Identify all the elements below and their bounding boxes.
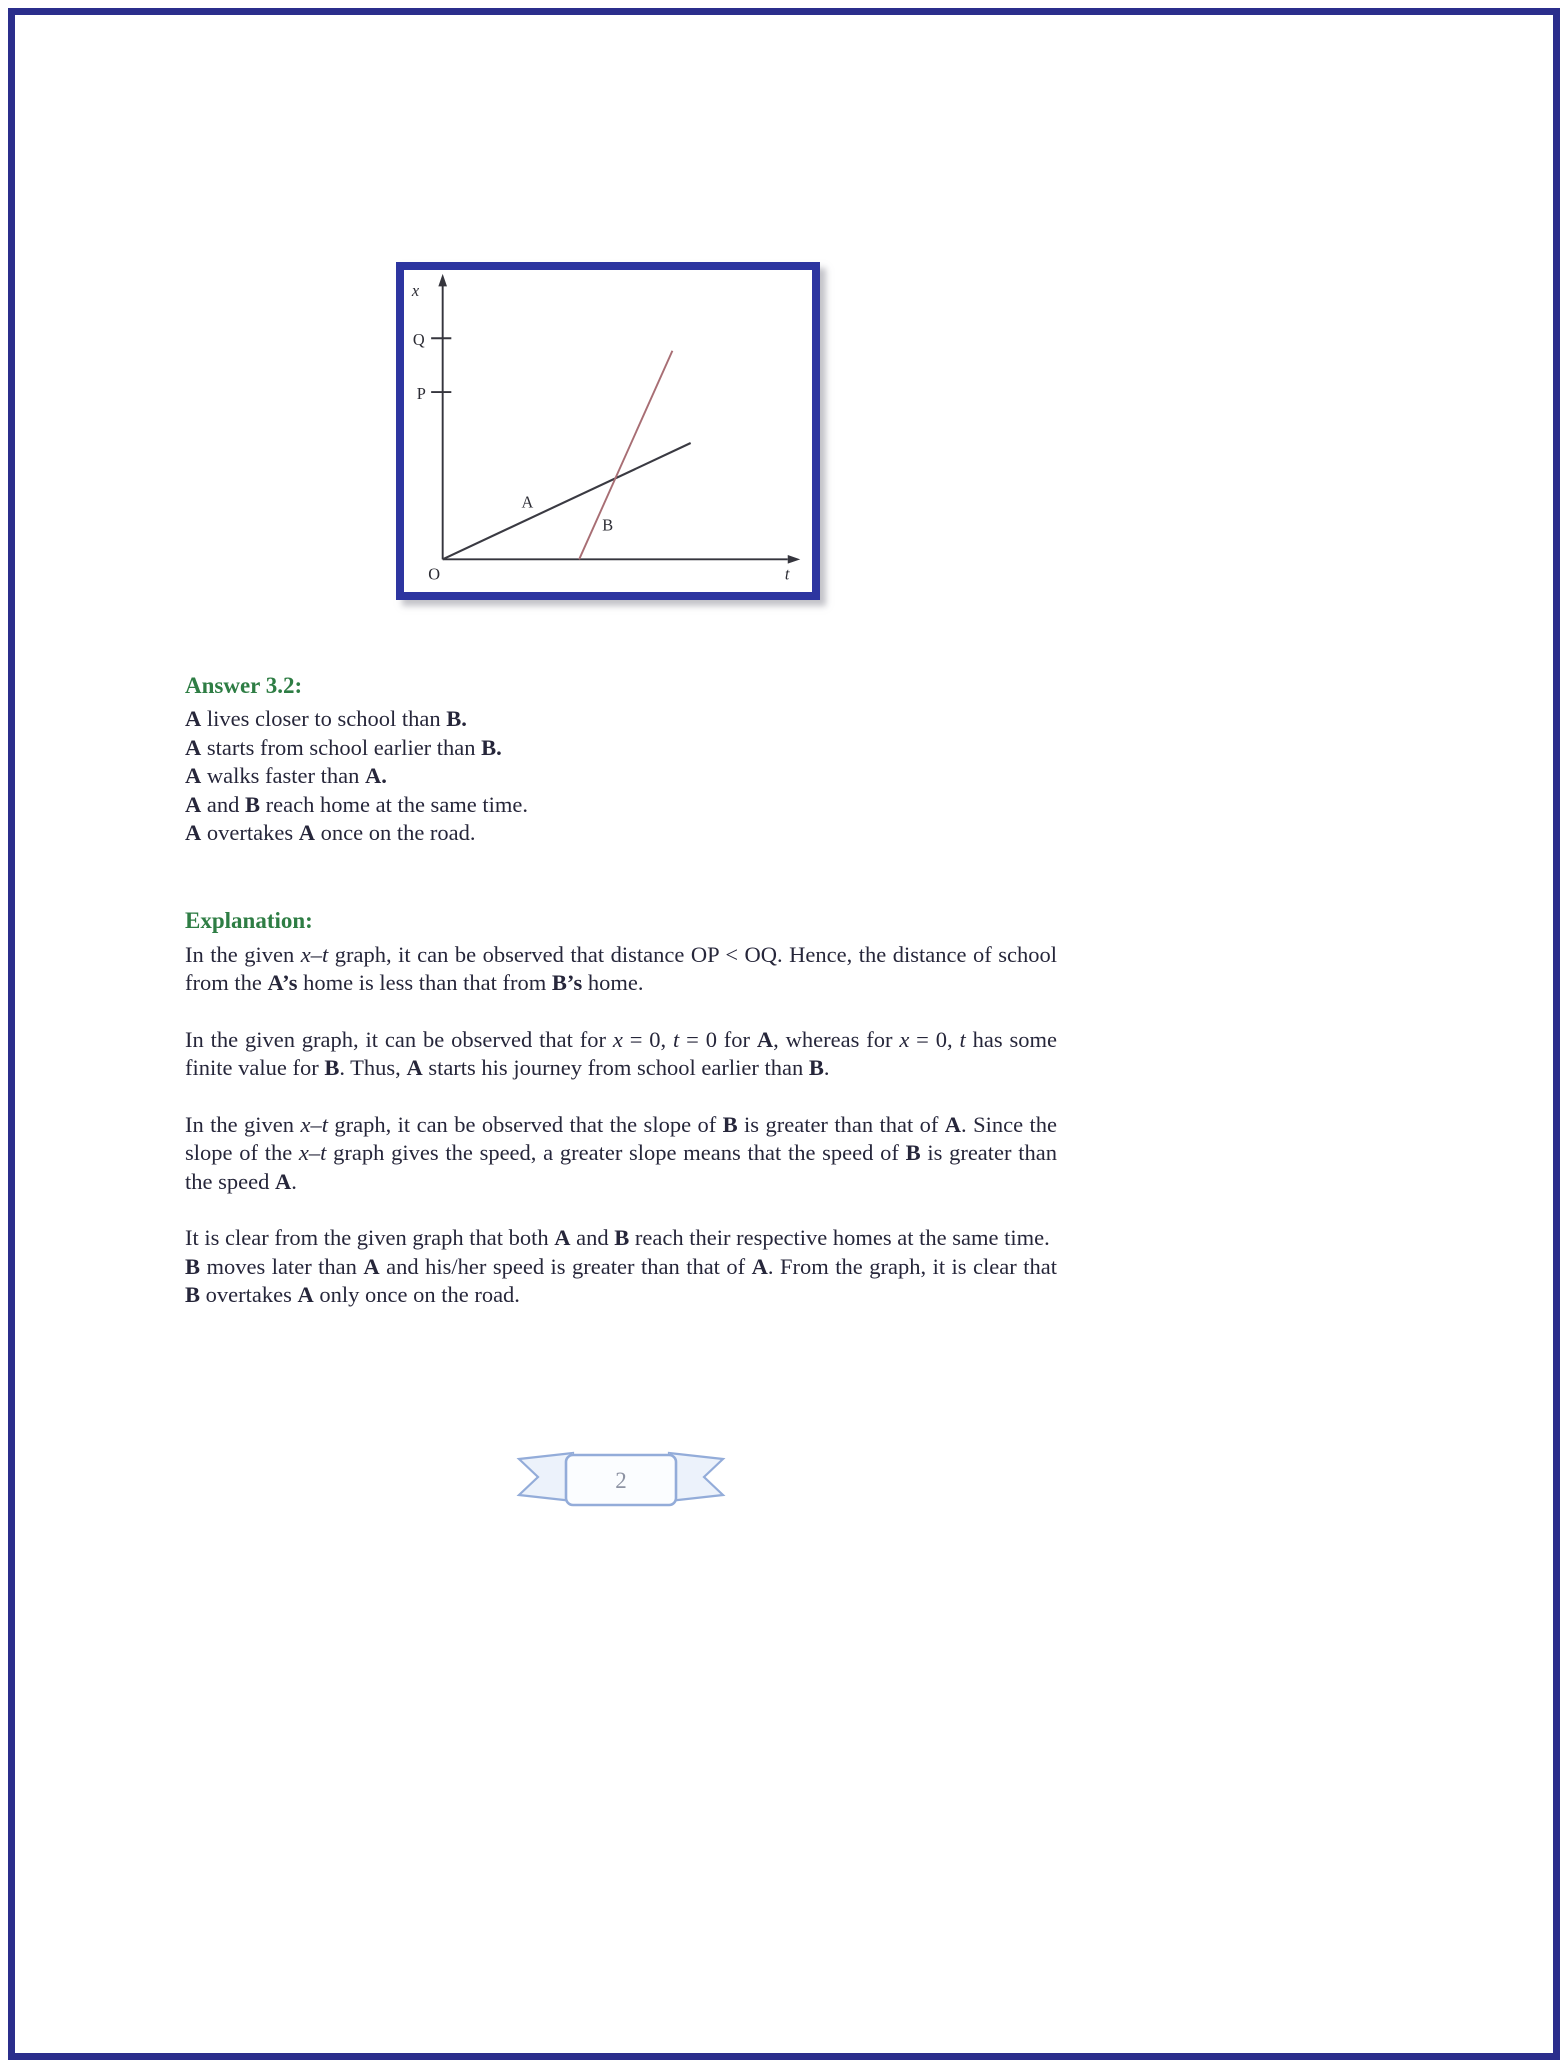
- explanation-paragraph: In the given x–t graph, it can be observed that distance OP < OQ. Hence, the distance of school from the A’s home is less than that from B’s home.: [185, 941, 1058, 995]
- document-page: [8, 8, 1560, 2060]
- content-column: [185, 671, 1057, 1518]
- answer-line: A and B reach home at the same time.: [185, 791, 529, 817]
- answer-heading: Answer 3.2:: [185, 673, 303, 698]
- y-axis-label: x: [411, 280, 420, 300]
- answer-lines: [185, 705, 1057, 848]
- xt-graph-figure: [396, 262, 820, 600]
- explanation-heading: Explanation:: [185, 907, 313, 933]
- line-B-label: B: [602, 515, 614, 535]
- explanation-paragraph: In the given x–t graph, it can be observed that the slope of B is greater than that of A. Since the slope of the x–t graph gives the speed, a greater slope means that the speed of B is greater than the speed A.: [185, 1111, 1057, 1194]
- tick-label-Q: Q: [412, 329, 425, 349]
- x-axis-label: t: [784, 564, 790, 584]
- tick-label-P: P: [416, 383, 426, 403]
- line-B: [579, 351, 672, 560]
- answer-line: A starts from school earlier than B.: [185, 734, 502, 760]
- y-axis-arrow-icon: [438, 274, 447, 286]
- x-axis-arrow-icon: [788, 555, 800, 564]
- origin-label: O: [428, 564, 441, 584]
- explanation-paragraph: In the given graph, it can be observed that for x = 0, t = 0 for A, whereas for x = 0, t has some finite value for B. Thus, A starts his journey from school earlier than B.: [185, 1026, 1057, 1080]
- answer-line: A lives closer to school than B.: [185, 706, 467, 731]
- line-A: [443, 443, 691, 559]
- ribbon-banner-icon: [509, 1438, 733, 1518]
- answer-line: A overtakes A once on the road.: [185, 820, 476, 845]
- line-A-label: A: [521, 492, 534, 512]
- answer-line: A walks faster than A.: [185, 763, 387, 788]
- xt-graph: [404, 270, 812, 592]
- page-number-ribbon: [509, 1438, 733, 1518]
- explanation-paragraphs: [185, 941, 1057, 1310]
- page-number: 2: [615, 1467, 627, 1493]
- explanation-paragraph: It is clear from the given graph that both A and B reach their respective homes at the same time. B moves later than A and his/her speed is greater than that of A. From the graph, it is clear that B overtakes A only once on the road.: [185, 1225, 1057, 1307]
